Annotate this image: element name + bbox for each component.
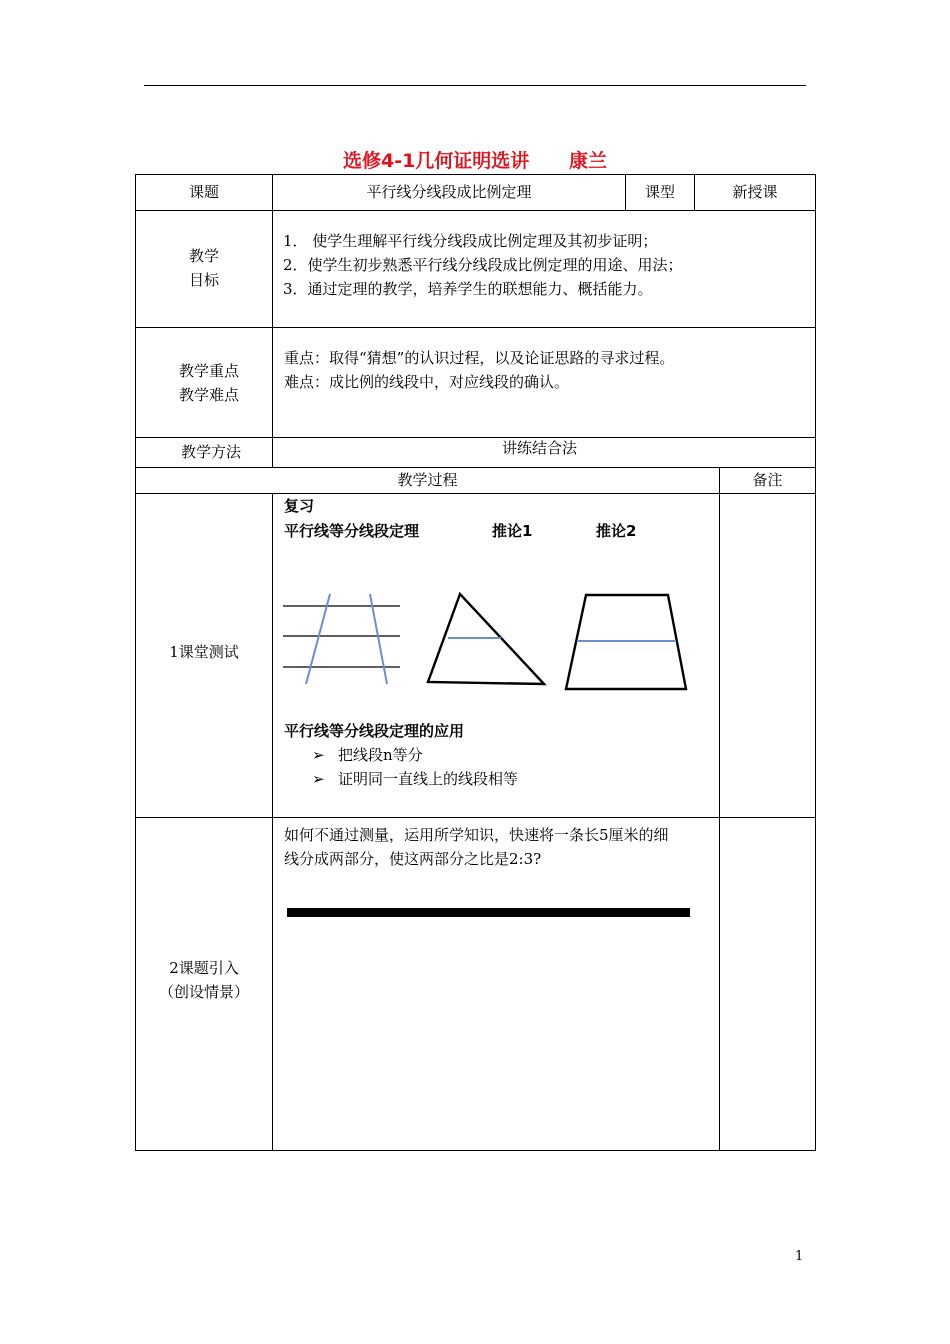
objective-item: 2．使学生初步熟悉平行线分线段成比例定理的用途、用法； <box>283 256 683 274</box>
notes-header: 备注 <box>752 471 783 489</box>
method-value: 讲练结合法 <box>502 439 578 457</box>
objectives-label-line1: 教学 <box>188 247 219 265</box>
triangle-figure <box>428 594 544 684</box>
objective-item: 3．通过定理的教学，培养学生的联想能力、概括能力。 <box>283 280 653 298</box>
section2-label-line2: （创设情景） <box>158 983 249 1001</box>
list-item: ➢ 把线段n等分 <box>312 743 712 767</box>
section2-label <box>136 956 272 1004</box>
corollary-1-label: 推论1 <box>492 522 533 540</box>
keypoints-label-line2: 教学难点 <box>178 386 239 404</box>
corollary-2-label: 推论2 <box>596 522 637 540</box>
application-title: 平行线等分线段定理的应用 <box>284 722 465 740</box>
arrow-bullet-icon: ➢ <box>312 770 325 788</box>
question-line1: 如何不通过测量，运用所学知识，快速将一条长5厘米的细 <box>284 826 669 844</box>
process-header: 教学过程 <box>397 471 458 489</box>
lesson-type-label: 课型 <box>644 183 675 201</box>
question-line2: 线分成两部分，使这两部分之比是2:3? <box>284 850 542 868</box>
arrow-bullet-icon: ➢ <box>312 746 325 764</box>
lesson-type-value: 新授课 <box>732 183 778 201</box>
topic-label: 课题 <box>188 183 219 201</box>
section1-label: 1课堂测试 <box>169 643 239 661</box>
method-label: 教学方法 <box>180 443 241 461</box>
application-list <box>312 743 712 791</box>
topic-value: 平行线分线段成比例定理 <box>366 183 532 201</box>
objectives-label-line2: 目标 <box>188 271 219 289</box>
document-title: 选修4-1几何证明选讲 康兰 <box>342 150 607 172</box>
objective-item: 1． 使学生理解平行线分线段成比例定理及其初步证明； <box>283 232 658 250</box>
parallel-lines-figure <box>283 594 400 684</box>
page-number: 1 <box>795 1249 804 1264</box>
trapezoid-figure <box>566 595 686 689</box>
keypoints-label-line1: 教学重点 <box>178 362 239 380</box>
intro-question <box>284 823 716 871</box>
section2-label-line1: 2课题引入 <box>169 959 239 977</box>
key-point: 重点：取得“猜想”的认识过程，以及论证思路的寻求过程。 <box>284 349 675 367</box>
review-title: 复习 <box>284 497 315 515</box>
difficulty-point: 难点：成比例的线段中，对应线段的确认。 <box>284 373 570 391</box>
theorem-title: 平行线等分线段定理 <box>284 522 420 540</box>
list-item: ➢ 证明同一直线上的线段相等 <box>312 767 712 791</box>
thin-line-segment <box>287 908 690 917</box>
